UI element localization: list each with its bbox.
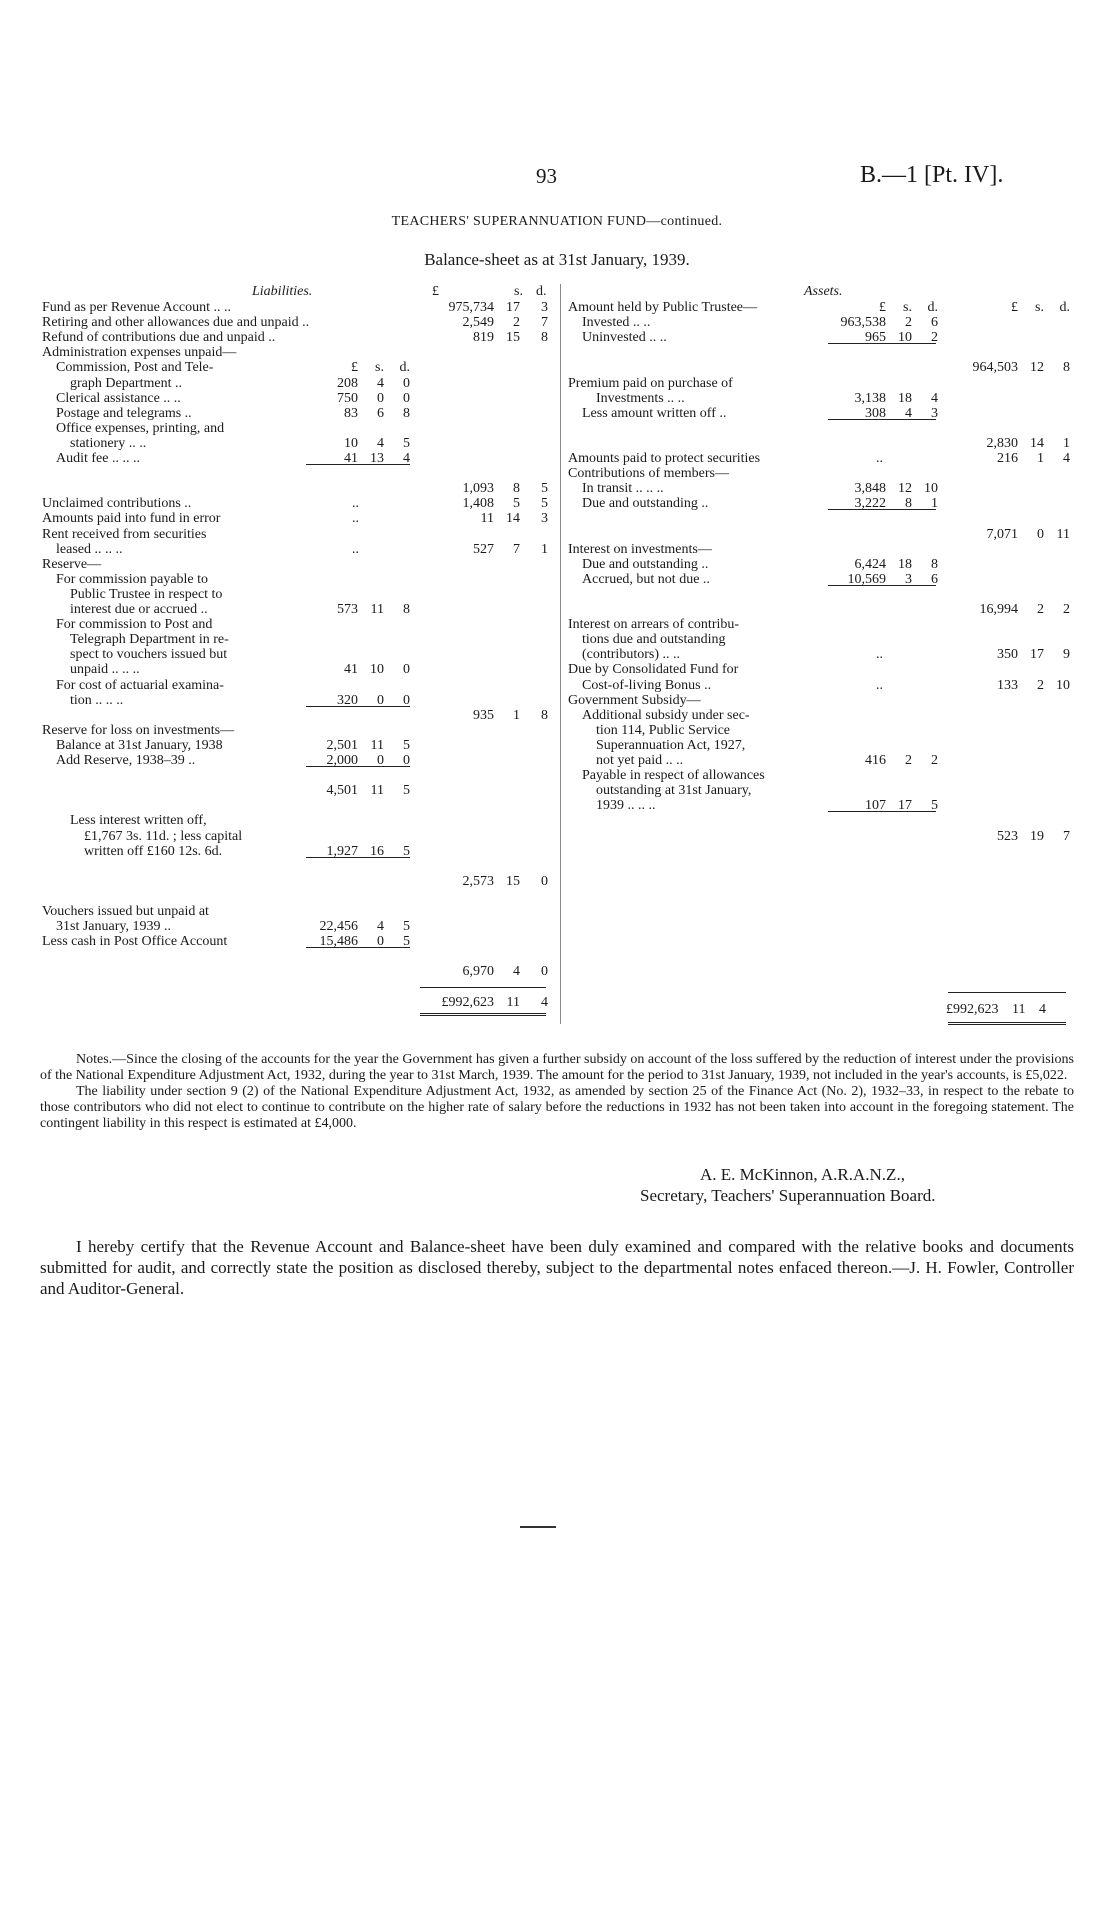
outer-shillings: 15	[506, 873, 520, 889]
inner-pounds: 15,486	[319, 934, 358, 950]
outer-shillings: 4	[513, 964, 520, 980]
inner-pounds: 10	[344, 435, 358, 451]
bottom-rule	[520, 1526, 556, 1528]
inner-pounds: 41	[344, 451, 358, 466]
outer-pounds: 975,734	[448, 300, 494, 315]
document-title: TEACHERS' SUPERANNUATION FUND—continued.	[391, 214, 723, 229]
outer-shillings: 17	[506, 300, 520, 315]
inner-pence: 8	[931, 556, 938, 572]
inner-pounds: 3,222	[854, 496, 886, 512]
signatory-name: A. E. McKinnon, A.R.A.N.Z.,	[700, 1165, 905, 1184]
row-label: stationery .. ..	[70, 435, 147, 451]
inner-pence: 8	[403, 405, 410, 421]
assets-heading: Assets.	[804, 284, 843, 299]
signatory-title: Secretary, Teachers' Superannuation Board.	[640, 1186, 936, 1205]
inner-shillings: 0	[377, 390, 384, 406]
inner-pence: 0	[403, 375, 410, 391]
outer-shillings: 1	[1037, 451, 1044, 466]
row-label: Due by Consolidated Fund for	[568, 662, 739, 678]
inner-pounds: 320	[337, 692, 358, 708]
inner-shillings: 11	[370, 737, 384, 753]
inner-pounds: 2,501	[326, 737, 358, 753]
row-label: spect to vouchers issued but	[70, 647, 228, 663]
row-label: not yet paid .. ..	[596, 753, 684, 768]
inner-pence: 6	[931, 571, 938, 587]
inner-pence: 5	[931, 798, 938, 814]
row-label: Commission, Post and Tele-	[56, 360, 214, 376]
outer-pence: 3	[541, 511, 548, 527]
row-label: Less cash in Post Office Account	[42, 934, 228, 950]
outer-shillings: 0	[1037, 526, 1044, 542]
row-leader-dots: ..	[352, 496, 359, 512]
inner-shillings: 4	[905, 405, 912, 421]
subtotal-rule	[306, 857, 410, 858]
row-label: For commission to Post and	[56, 617, 213, 633]
outer-pounds: 11	[480, 511, 494, 527]
outer-pounds: 7,071	[986, 526, 1018, 542]
inner-pence: 0	[403, 662, 410, 678]
outer-pence: 7	[1063, 828, 1070, 844]
inner-shillings: 12	[898, 481, 912, 497]
row-label: Administration expenses unpaid—	[42, 345, 237, 361]
row-leader-dots: ..	[876, 647, 883, 663]
certificate-text: I hereby certify that the Revenue Account and Balance-sheet have been duly examined and compared with the relative books and documents submitted for audit, and correctly state the position as disclosed thereby, subject to the departmental notes enfaced thereon.—J. H. Fowler, Controller and Auditor-General.	[40, 1237, 1074, 1298]
inner-shillings: 18	[898, 556, 912, 572]
row-label: tion .. .. ..	[70, 692, 124, 708]
row-label: Due and outstanding ..	[582, 556, 709, 572]
row-label: tion 114, Public Service	[596, 722, 731, 738]
note-1: Notes.—Since the closing of the accounts for the year the Government has given a further subsidy on account of the loss suffered by the reduction of interest under the provisions of the National Expenditure Adjustment Act, 1932, during the year to 31st March, 1939. The amount for the period to 31st January, 1939, not included in the year's accounts, is £5,022.	[40, 1052, 1074, 1083]
inner-pounds: £	[351, 360, 358, 376]
inner-shillings: s.	[375, 360, 384, 376]
assets-total	[946, 1002, 1068, 1018]
assets-total-pounds: £992,623	[946, 1002, 999, 1017]
row-label: Balance at 31st January, 1938	[56, 737, 223, 753]
outer-shillings: 1	[513, 707, 520, 723]
inner-pence: 8	[403, 602, 410, 617]
inner-shillings: 4	[377, 919, 384, 935]
outer-shillings: 12	[1030, 360, 1044, 376]
outer-pence: 9	[1063, 647, 1070, 663]
outer-pence: 4	[1063, 451, 1070, 466]
outer-pounds: 1,408	[462, 496, 494, 512]
outer-shillings: 14	[1030, 435, 1044, 451]
inner-shillings: 8	[905, 496, 912, 512]
row-label: unpaid .. .. ..	[70, 662, 140, 678]
row-label: Reserve for loss on investments—	[42, 722, 235, 738]
outer-pounds: 1,093	[462, 481, 494, 497]
outer-pence: 3	[541, 300, 548, 315]
inner-pounds: 1,927	[326, 843, 358, 859]
inner-shillings: 18	[898, 390, 912, 406]
inner-pence: 4	[931, 390, 938, 406]
inner-pounds: 83	[344, 405, 358, 421]
outer-pounds: £	[1011, 300, 1018, 315]
row-label: 31st January, 1939 ..	[56, 919, 171, 935]
outer-pence: 11	[1056, 526, 1070, 542]
row-label: Investments .. ..	[596, 390, 685, 406]
outer-shillings: 17	[1030, 647, 1044, 663]
row-label: £1,767 3s. 11d. ; less capital	[84, 828, 243, 844]
subtotal-rule	[828, 509, 936, 510]
inner-pence: 5	[403, 435, 410, 451]
outer-pence: 0	[541, 873, 548, 889]
inner-pence: 0	[403, 753, 410, 768]
inner-pence: 4	[403, 451, 410, 466]
row-leader-dots: ..	[352, 541, 359, 557]
row-label: Payable in respect of allowances	[582, 768, 765, 784]
inner-pounds: 416	[865, 753, 886, 768]
row-label: Premium paid on purchase of	[568, 375, 733, 391]
inner-pence: 2	[931, 753, 938, 768]
inner-pounds: 4,501	[326, 783, 358, 799]
inner-shillings: 0	[377, 692, 384, 708]
outer-pounds: 216	[997, 451, 1018, 466]
outer-pounds: £992,623	[441, 994, 494, 1010]
outer-shillings: 8	[513, 481, 520, 497]
inner-pence: d.	[399, 360, 410, 376]
inner-pounds: 308	[865, 405, 886, 421]
row-label: Cost-of-living Bonus ..	[582, 677, 712, 693]
outer-shillings: 15	[506, 330, 520, 346]
inner-shillings: 4	[377, 375, 384, 391]
inner-shillings: 6	[377, 405, 384, 421]
inner-shillings: 16	[370, 843, 384, 859]
inner-pounds: £	[879, 300, 886, 315]
outer-pounds: 964,503	[972, 360, 1018, 376]
assets-total-pence: 4	[1038, 1002, 1046, 1017]
total-rule	[420, 987, 546, 988]
inner-pounds: 573	[337, 602, 358, 617]
assets-total-double-rule	[948, 1022, 1066, 1025]
inner-pounds: 965	[865, 330, 886, 346]
row-label: For cost of actuarial examina-	[56, 677, 224, 693]
inner-pounds: 2,000	[326, 753, 358, 768]
row-label: 1939 .. .. ..	[596, 798, 656, 814]
inner-shillings: 4	[377, 435, 384, 451]
row-label: Retiring and other allowances due and unpaid ..	[42, 315, 310, 331]
inner-pence: 2	[931, 330, 938, 346]
outer-pounds: 133	[997, 677, 1018, 693]
outer-shillings: s.	[1035, 300, 1044, 315]
row-label: leased .. .. ..	[56, 541, 123, 557]
row-label: Vouchers issued but unpaid at	[42, 904, 209, 919]
outer-pounds: 16,994	[979, 602, 1018, 617]
inner-shillings: 17	[898, 798, 912, 814]
outer-pence: 1	[1063, 435, 1070, 451]
inner-pence: 5	[403, 843, 410, 859]
row-label: Telegraph Department in re-	[70, 632, 229, 648]
signature-block	[640, 1164, 935, 1206]
inner-pounds: 22,456	[319, 919, 358, 935]
inner-shillings: 2	[905, 315, 912, 331]
outer-pounds: 523	[997, 828, 1018, 844]
notes	[40, 1052, 1074, 1132]
outer-pence: 1	[541, 541, 548, 557]
inner-shillings: 0	[377, 753, 384, 768]
row-label: Less amount written off ..	[582, 405, 727, 421]
outer-pounds: 527	[473, 541, 494, 557]
inner-pence: 10	[924, 481, 938, 497]
outer-shillings: 19	[1030, 828, 1044, 844]
inner-pence: 3	[931, 405, 938, 421]
inner-pence: 6	[931, 315, 938, 331]
inner-pounds: 6,424	[854, 556, 886, 572]
row-label: Office expenses, printing, and	[56, 420, 225, 436]
row-label: Due and outstanding ..	[582, 496, 709, 512]
row-label: Accrued, but not due ..	[582, 571, 710, 587]
row-label: Amounts paid to protect securities	[568, 451, 761, 466]
row-label: Audit fee .. .. ..	[56, 451, 140, 466]
outer-pence: 10	[1056, 677, 1070, 693]
inner-shillings: 10	[370, 662, 384, 678]
inner-pounds: 41	[344, 662, 358, 678]
inner-pence: 5	[403, 737, 410, 753]
row-label: outstanding at 31st January,	[596, 783, 752, 799]
row-label: Postage and telegrams ..	[56, 405, 192, 421]
column-divider	[560, 284, 561, 1024]
inner-shillings: 3	[905, 571, 912, 587]
row-label: Rent received from securities	[42, 526, 207, 542]
balance-sheet-subtitle: Balance-sheet as at 31st January, 1939.	[424, 250, 690, 269]
inner-pounds: 208	[337, 375, 358, 391]
liabilities-col-pence: d.	[536, 284, 547, 299]
inner-pence: 5	[403, 919, 410, 935]
row-leader-dots: ..	[352, 511, 359, 527]
inner-shillings: s.	[903, 300, 912, 315]
subtotal-rule	[828, 419, 936, 420]
row-label: Uninvested .. ..	[582, 330, 667, 346]
row-label: Amount held by Public Trustee—	[568, 300, 758, 315]
inner-pence: 1	[931, 496, 938, 512]
inner-pounds: 3,138	[854, 390, 886, 406]
row-label: interest due or accrued ..	[70, 602, 208, 617]
inner-pounds: 963,538	[840, 315, 886, 331]
inner-shillings: 11	[370, 602, 384, 617]
row-label: Amounts paid into fund in error	[42, 511, 221, 527]
assets-total-shillings: 11	[1012, 1002, 1026, 1017]
outer-pence: 7	[541, 315, 548, 331]
outer-shillings: 11	[506, 994, 520, 1010]
outer-pence: 8	[1063, 360, 1070, 376]
outer-pence: 0	[541, 964, 548, 980]
subtotal-rule	[828, 811, 936, 812]
row-label: Fund as per Revenue Account .. ..	[42, 300, 231, 315]
inner-pence: 0	[403, 390, 410, 406]
outer-pounds: 2,573	[462, 873, 494, 889]
row-label: For commission payable to	[56, 571, 209, 587]
row-label: In transit .. .. ..	[582, 481, 664, 497]
inner-pence: 0	[403, 692, 410, 708]
outer-pence: 5	[541, 496, 548, 512]
outer-pounds: 6,970	[462, 964, 494, 980]
liabilities-heading: Liabilities.	[252, 284, 313, 299]
outer-pounds: 819	[473, 330, 494, 346]
row-label: Government Subsidy—	[568, 692, 701, 708]
outer-pounds: 2,830	[986, 435, 1018, 451]
row-label: Add Reserve, 1938–39 ..	[56, 753, 196, 768]
audit-certificate	[40, 1236, 1074, 1299]
outer-shillings: 2	[513, 315, 520, 331]
row-label: (contributors) .. ..	[582, 647, 680, 663]
row-leader-dots: ..	[876, 451, 883, 466]
inner-pounds: 750	[337, 390, 358, 406]
inner-shillings: 13	[370, 451, 384, 466]
subtotal-rule	[306, 947, 410, 948]
inner-pounds: 10,569	[847, 571, 886, 587]
row-label: written off £160 12s. 6d.	[84, 843, 223, 859]
outer-pence: 8	[541, 707, 548, 723]
inner-pence: d.	[927, 300, 938, 315]
inner-pounds: 107	[865, 798, 886, 814]
assets-total-rule	[948, 992, 1066, 993]
outer-pence: 2	[1063, 602, 1070, 617]
liabilities-col-pounds: £	[432, 284, 439, 299]
outer-shillings: 2	[1037, 602, 1044, 617]
subtotal-rule	[306, 706, 410, 707]
grand-total-double-rule	[420, 1013, 546, 1016]
row-label: Less interest written off,	[70, 813, 207, 829]
outer-shillings: 2	[1037, 677, 1044, 693]
row-label: Clerical assistance .. ..	[56, 390, 181, 406]
outer-pence: 8	[541, 330, 548, 346]
note-2: The liability under section 9 (2) of the National Expenditure Adjustment Act, 1932, as amended by section 25 of the Finance Act (No. 2), 1932–33, in respect to the rebate to those contributors who did not elect to continue to contribute on the higher rate of salary before the reductions in 1932 has not been taken into account in the foregoing statement. The contingent liability in this respect is estimated at £4,000.	[40, 1084, 1074, 1131]
subtotal-rule	[306, 766, 410, 767]
row-leader-dots: ..	[876, 677, 883, 693]
row-label: Additional subsidy under sec-	[582, 707, 750, 723]
subtotal-rule	[828, 343, 936, 344]
row-label: Superannuation Act, 1927,	[596, 737, 746, 753]
row-label: Interest on investments—	[568, 541, 712, 557]
outer-pence: 5	[541, 481, 548, 497]
subtotal-rule	[828, 585, 936, 586]
row-label: Reserve—	[42, 556, 102, 572]
inner-shillings: 0	[377, 934, 384, 950]
inner-shillings: 2	[905, 753, 912, 768]
outer-shillings: 14	[506, 511, 520, 527]
outer-pence: d.	[1059, 300, 1070, 315]
row-label: Contributions of members—	[568, 466, 729, 482]
outer-pounds: 2,549	[462, 315, 494, 331]
page-reference: B.—1 [Pt. IV].	[860, 162, 1004, 188]
outer-pence: 4	[541, 994, 548, 1010]
row-label: Invested .. ..	[582, 315, 651, 331]
row-label: tions due and outstanding	[582, 632, 726, 648]
outer-pounds: 350	[997, 647, 1018, 663]
inner-pence: 5	[403, 783, 410, 799]
row-label: Refund of contributions due and unpaid ..	[42, 330, 276, 346]
row-label: graph Department ..	[70, 375, 182, 391]
inner-pounds: 3,848	[854, 481, 886, 497]
row-label: Public Trustee in respect to	[70, 586, 223, 602]
page-number: 93	[536, 164, 557, 188]
subtotal-rule	[306, 464, 410, 465]
outer-shillings: 7	[513, 541, 520, 557]
inner-shillings: 10	[898, 330, 912, 346]
outer-shillings: 5	[513, 496, 520, 512]
outer-pounds: 935	[473, 707, 494, 723]
inner-pence: 5	[403, 934, 410, 950]
row-label: Unclaimed contributions ..	[42, 496, 192, 512]
liabilities-col-shillings: s.	[514, 284, 523, 299]
inner-shillings: 11	[370, 783, 384, 799]
row-label: Interest on arrears of contribu-	[568, 617, 740, 633]
